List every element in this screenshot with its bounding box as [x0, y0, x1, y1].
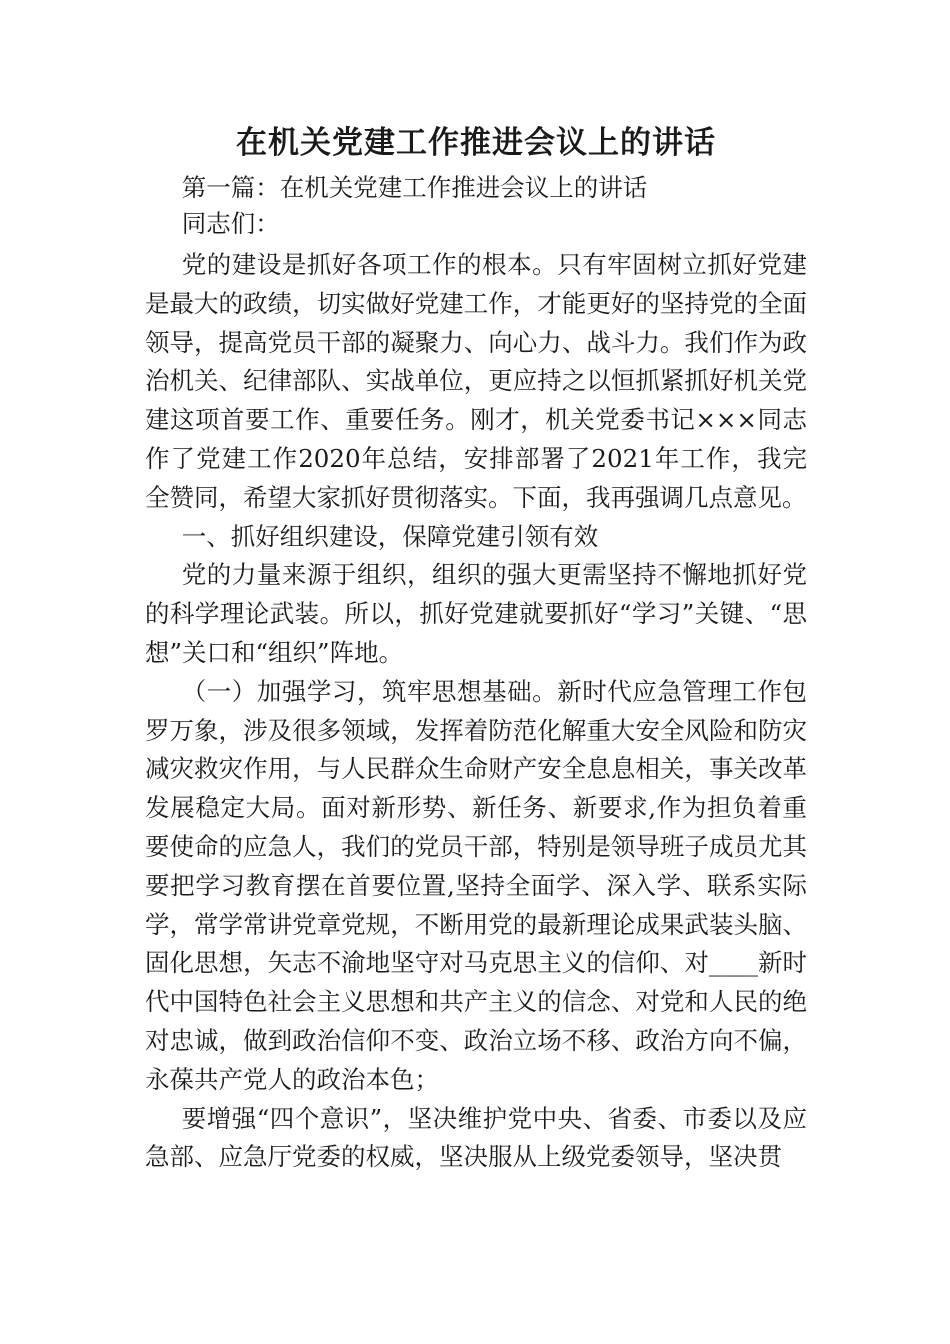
document-page: [145, 118, 807, 1177]
paragraph-study: （一）加强学习，筑牢思想基础。新时代应急管理工作包罗万象，涉及很多领域，发挥着防范化解重大安全风险和防灾减灾救灾作用，与人民群众生命财产安全息息相关，事关改革发展稳定大局。面对新形势、新任务、新要求,作为担负着重要使命的应急人，我们的党员干部，特别是领导班子成员尤其要把学习教育摆在首要位置,坚持全面学、深入学、联系实际学，常学常讲党章党规，不断用党的最新理论成果武装头脑、固化思想，矢志不渝地坚守对马克思主义的信仰、对____新时代中国特色社会主义思想和共产主义的信念、对党和人民的绝对忠诚，做到政治信仰不变、政治立场不移、政治方向不偏，永葆共产党人的政治本色；: [145, 676, 807, 1094]
section-heading-1: 一、抓好组织建设，保障党建引领有效: [181, 521, 599, 551]
paragraph-four-consciousness: 要增强“四个意识”，坚决维护党中央、省委、市委以及应急部、应急厅党委的权威，坚决服从上级党委领导，坚决贯: [145, 1103, 807, 1172]
document-subtitle: 第一篇：在机关党建工作推进会议上的讲话: [181, 173, 648, 202]
document-title: 在机关党建工作推进会议上的讲话: [236, 125, 716, 161]
paragraph-organization: 党的力量来源于组织，组织的强大更需坚持不懈地抓好党的科学理论武装。所以，抓好党建就要抓好“学习”关键、“思想”关口和“组织”阵地。: [145, 560, 807, 667]
paragraph-intro: 党的建设是抓好各项工作的根本。只有牢固树立抓好党建是最大的政绩，切实做好党建工作，才能更好的坚持党的全面领导，提高党员干部的凝聚力、向心力、战斗力。我们作为政治机关、纪律部队、实战单位，更应持之以恒抓紧抓好机关党建这项首要工作、重要任务。刚才，机关党委书记×××同志作了党建工作2020年总结，安排部署了2021年工作，我完全赞同，希望大家抓好贯彻落实。下面，我再强调几点意见。: [145, 250, 807, 512]
greeting: 同志们：: [181, 209, 280, 238]
